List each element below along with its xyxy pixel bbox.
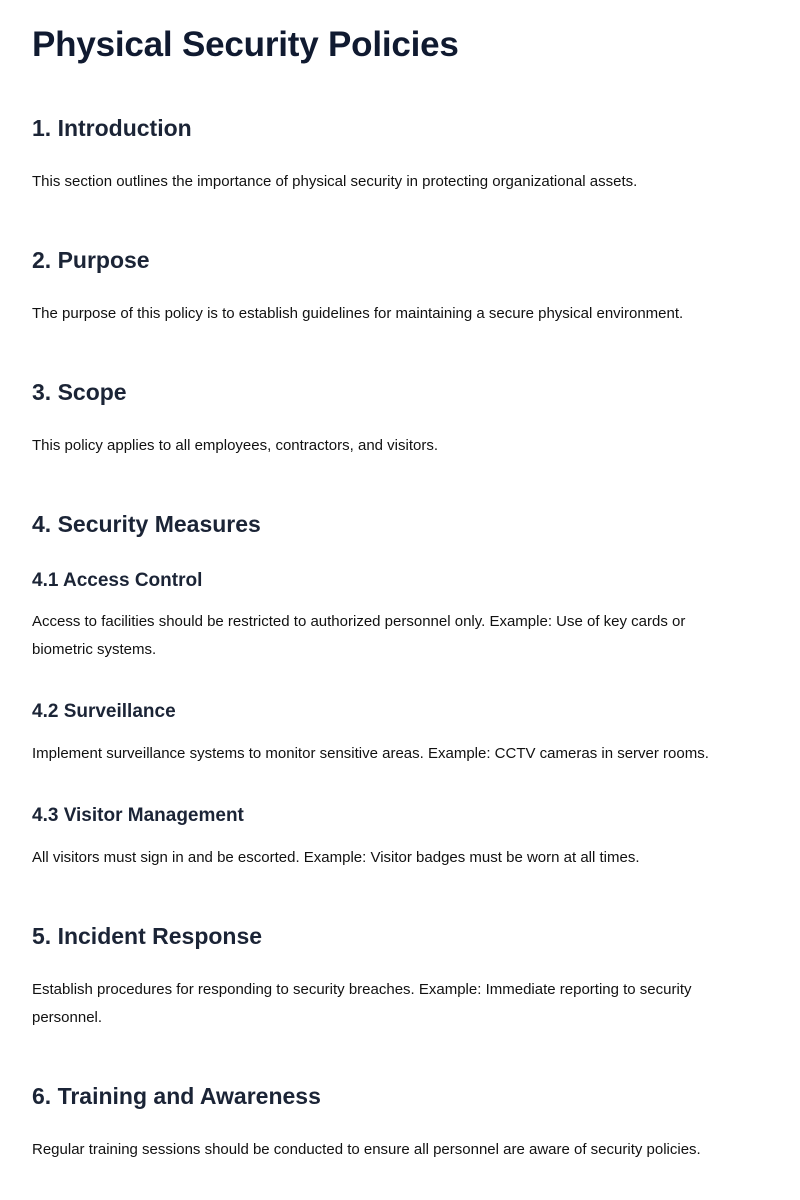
section-heading-purpose: 2. Purpose: [32, 247, 150, 273]
subsection-text-access-control: Access to facilities should be restricted to authorized personnel only. Example: Use of key cards or biometric systems.: [32, 613, 686, 658]
subsection-heading-access-control: 4.1 Access Control: [32, 570, 203, 591]
section-text-purpose: The purpose of this policy is to establish guidelines for maintaining a secure physical environment.: [32, 305, 684, 322]
section-text-scope: This policy applies to all employees, contractors, and visitors.: [32, 437, 439, 454]
subsection-heading-visitor-management: 4.3 Visitor Management: [32, 805, 244, 826]
section-text-incident-response: Establish procedures for responding to security breaches. Example: Immediate reporting to security personnel.: [32, 981, 692, 1026]
section-text-introduction: This section outlines the importance of physical security in protecting organizational assets.: [32, 173, 638, 190]
subsection-heading-surveillance: 4.2 Surveillance: [32, 701, 176, 722]
section-heading-security-measures: 4. Security Measures: [32, 511, 261, 537]
section-heading-introduction: 1. Introduction: [32, 115, 192, 141]
subsection-text-visitor-management: All visitors must sign in and be escorted. Example: Visitor badges must be worn at all times.: [32, 849, 640, 866]
section-heading-incident-response: 5. Incident Response: [32, 923, 263, 949]
section-text-training: Regular training sessions should be conducted to ensure all personnel are aware of security policies.: [32, 1141, 701, 1158]
section-heading-scope: 3. Scope: [32, 379, 127, 405]
section-heading-training: 6. Training and Awareness: [32, 1083, 321, 1109]
subsection-text-surveillance: Implement surveillance systems to monitor sensitive areas. Example: CCTV cameras in server rooms.: [32, 745, 709, 762]
page-title: Physical Security Policies: [32, 25, 459, 64]
